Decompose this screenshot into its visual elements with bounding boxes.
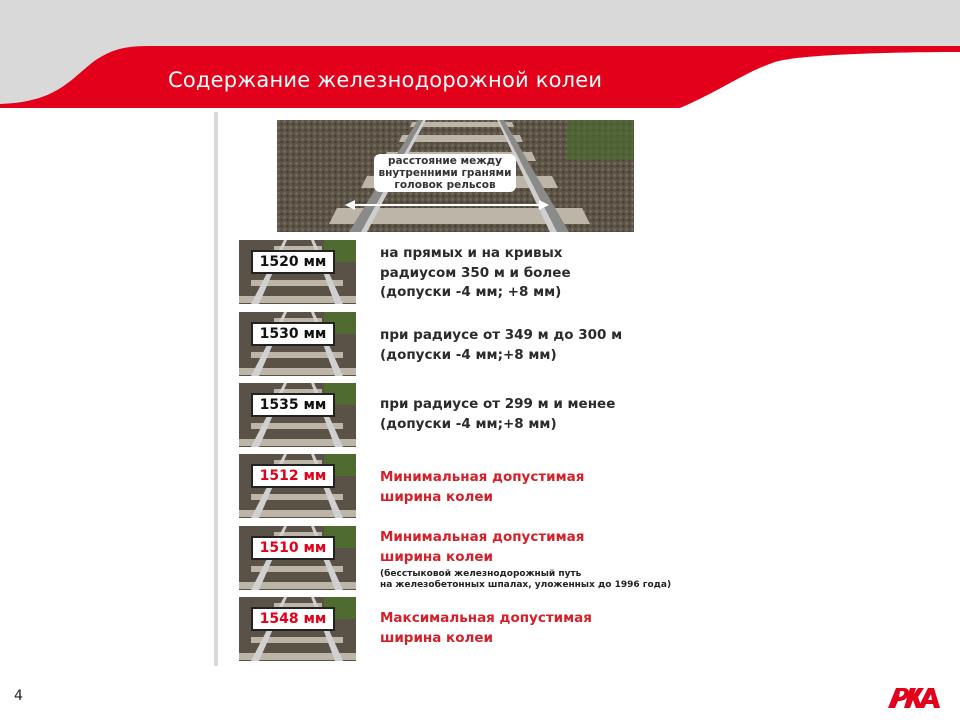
page-number: 4 — [14, 688, 23, 704]
gauge-description — [380, 326, 860, 365]
rzd-logo-icon — [884, 682, 942, 712]
description-note: (бесстыковой железнодорожный путь — [380, 569, 582, 579]
gauge-description — [380, 609, 860, 648]
gauge-badge: 1520 мм — [251, 250, 335, 274]
slide-title: Содержание железнодорожной колеи — [168, 68, 603, 92]
description-line: при радиусе от 349 м до 300 м — [380, 327, 623, 343]
description-line: ширина колеи — [380, 548, 493, 565]
hero-label-line: расстояние между — [388, 155, 502, 167]
description-line: на прямых и на кривых — [380, 245, 563, 261]
gauge-description — [380, 468, 860, 507]
description-line: (допуски -4 мм;+8 мм) — [380, 346, 557, 363]
hero-label-line: внутренними гранями — [378, 167, 512, 179]
hero-label-line: головок рельсов — [394, 179, 496, 191]
description-line: ширина колеи — [380, 629, 493, 646]
gauge-description — [380, 528, 860, 591]
description-line: ширина колеи — [380, 488, 493, 505]
gauge-row — [239, 526, 859, 590]
hero-label — [374, 154, 516, 192]
gauge-badge: 1548 мм — [251, 607, 335, 631]
gauge-description — [380, 244, 860, 303]
description-line: при радиусе от 299 м и менее — [380, 396, 616, 412]
gauge-description — [380, 395, 860, 434]
description-line: (допуски -4 мм; +8 мм) — [380, 284, 562, 300]
description-line: Максимальная допустимая — [380, 610, 592, 626]
description-line: (допуски -4 мм;+8 мм) — [380, 415, 557, 432]
gauge-row — [239, 597, 859, 661]
description-note: на железобетонных шпалах, уложенных до 1996 года) — [380, 580, 672, 590]
gauge-badge: 1530 мм — [251, 322, 335, 346]
gauge-row — [239, 240, 859, 304]
description-line: Минимальная допустимая — [380, 469, 585, 485]
gauge-row — [239, 454, 859, 518]
gauge-row — [239, 312, 859, 376]
gauge-badge: 1512 мм — [251, 464, 335, 488]
vertical-divider — [214, 112, 218, 666]
description-line: Минимальная допустимая — [380, 529, 585, 545]
gauge-badge: 1535 мм — [251, 393, 335, 417]
description-line: радиусом 350 м и более — [380, 264, 571, 281]
gauge-badge: 1510 мм — [251, 536, 335, 560]
gauge-row — [239, 383, 859, 447]
